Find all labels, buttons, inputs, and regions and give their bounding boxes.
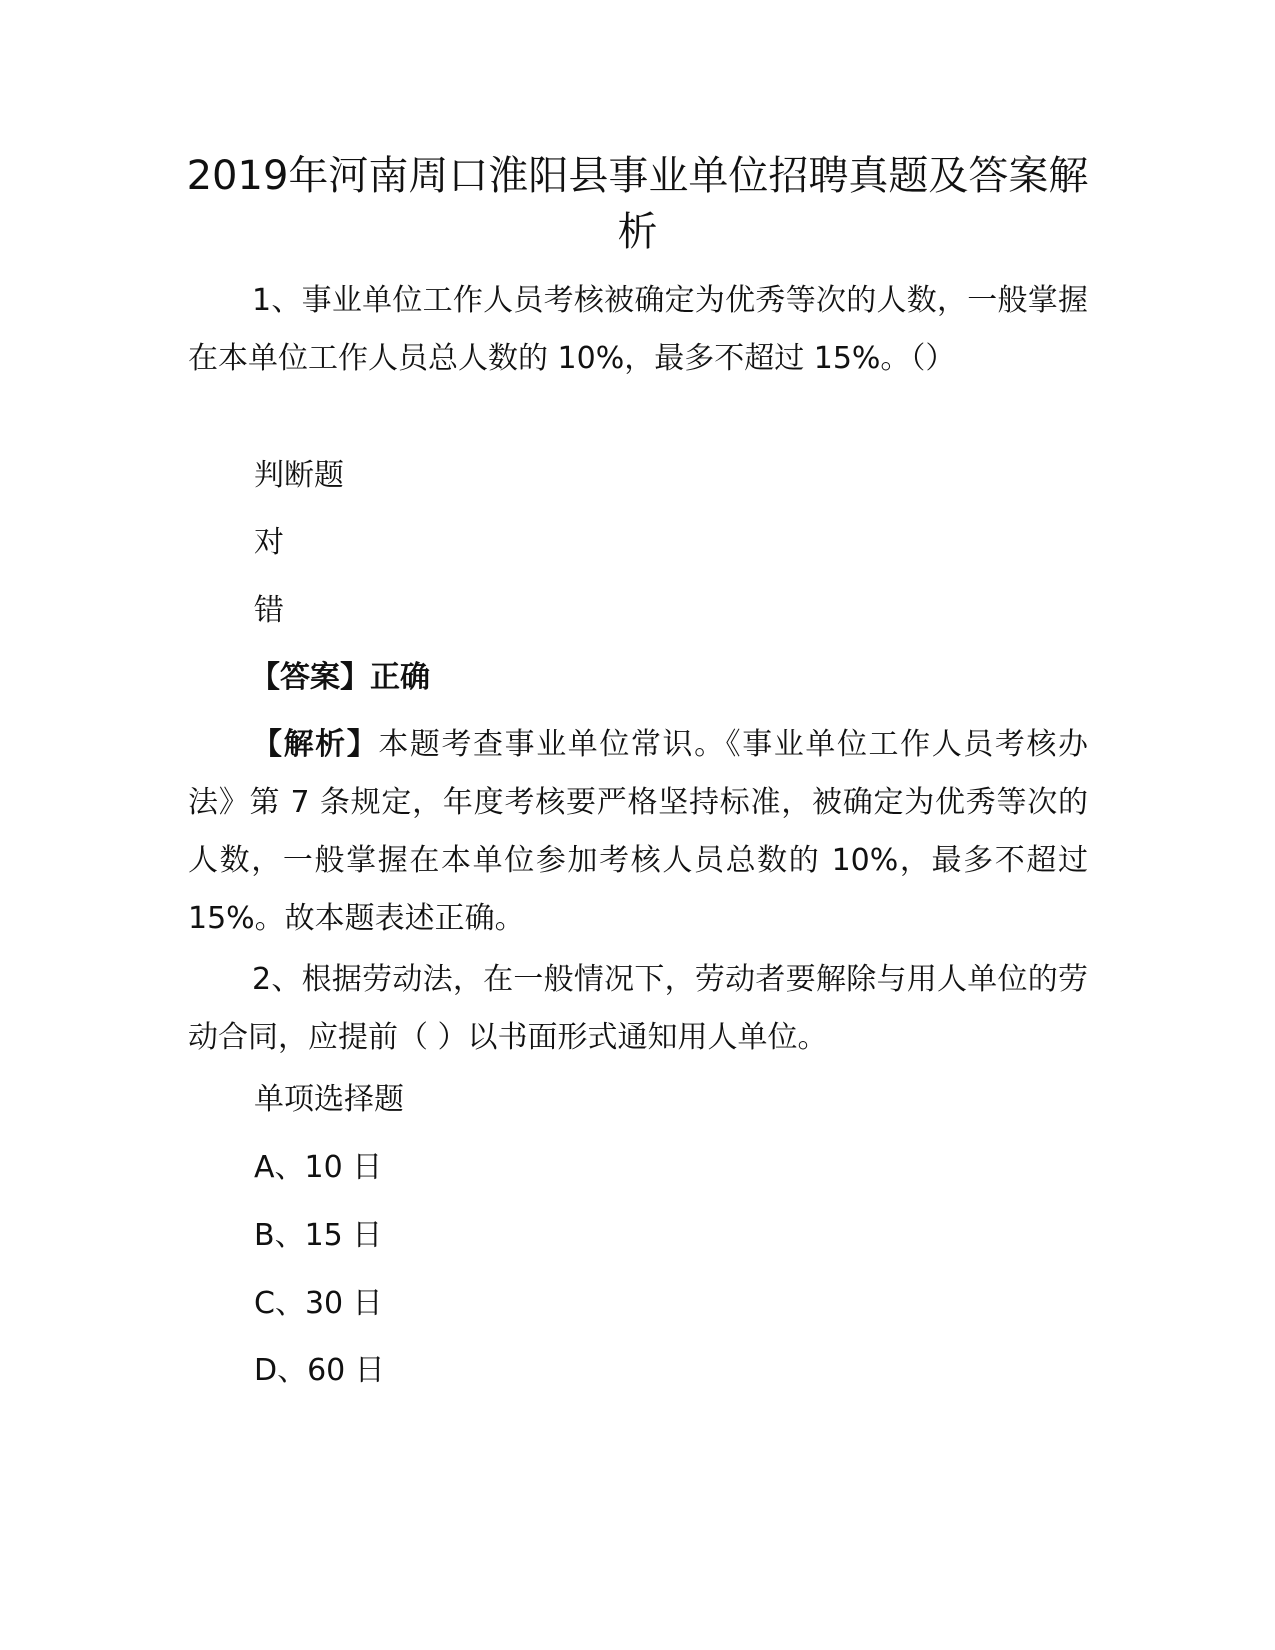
question-1-option-a: 对 (254, 525, 284, 560)
question-2-option-d: D、60 日 (254, 1353, 385, 1388)
question-1-analysis (188, 716, 1088, 948)
analysis-label: 【解析】 (252, 727, 379, 762)
question-1-option-b: 错 (254, 593, 284, 628)
question-2-option-b: B、15 日 (254, 1218, 383, 1253)
document-title: 2019年河南周口淮阳县事业单位招聘真题及答案解析 (186, 153, 1089, 255)
question-2-option-a: A、10 日 (254, 1150, 383, 1185)
question-2-stem: 2、根据劳动法，在一般情况下，劳动者要解除与用人单位的劳动合同，应提前（ ）以书面形式通知用人单位。 (188, 962, 1088, 1055)
analysis-text: 本题考查事业单位常识。《事业单位工作人员考核办法》第 7 条规定，年度考核要严格坚持标准，被确定为优秀等次的人数，一般掌握在本单位参加考核人员总数的 10%，最多不超过 15%。故本题表述正确。 (188, 727, 1089, 936)
question-1-type: 判断题 (254, 458, 344, 493)
answer-value: 正确 (370, 660, 430, 695)
question-1-stem: 1、事业单位工作人员考核被确定为优秀等次的人数，一般掌握在本单位工作人员总人数的 10%，最多不超过 15%。（） (188, 283, 1088, 376)
question-2-type: 单项选择题 (254, 1082, 404, 1117)
question-2-option-c: C、30 日 (254, 1286, 383, 1321)
question-1-answer (250, 658, 430, 698)
answer-label: 【答案】 (250, 660, 370, 695)
